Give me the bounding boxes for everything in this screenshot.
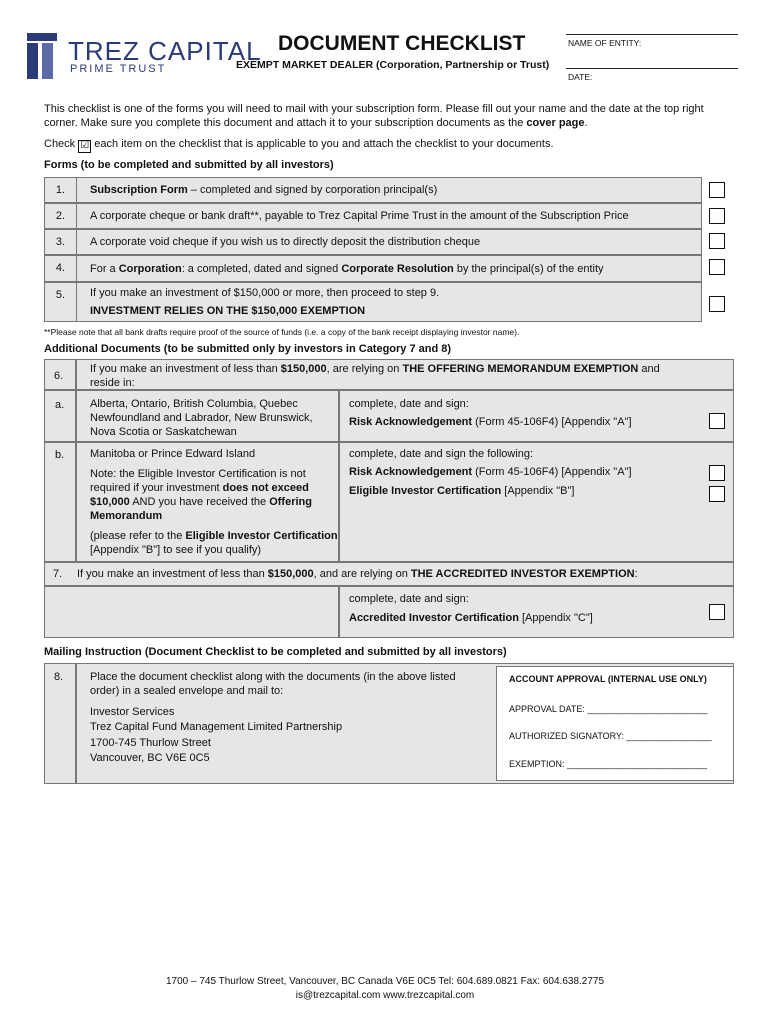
row-7-cell: 7. If you make an investment of less than $150,000, and are relying on THE ACCREDITED INVESTOR EXEMPTION: bbox=[44, 562, 734, 586]
bank-draft-note: **Please note that all bank drafts require proof of the source of funds (i.e. a copy of the bank receipt displaying investor name). bbox=[44, 327, 520, 337]
checkbox-item-3[interactable] bbox=[709, 233, 725, 249]
row-8-text-cell: Place the document checklist along with the documents (in the above listed order) in a sealed envelope and mail to: Investor Services Trez Capital Fund Management Limited Partnership 1700-745 Thurlow Street Vancouver, BC V6E 0C5 bbox=[76, 663, 734, 784]
additional-heading: Additional Documents (to be submitted only by investors in Category 7 and 8) bbox=[44, 343, 452, 355]
check-instruction: Check ☑ each item on the checklist that is applicable to you and attach the checklist to your documents. bbox=[44, 138, 554, 151]
date-label: DATE: bbox=[568, 72, 593, 82]
row-b-province-cell: Manitoba or Prince Edward Island Note: the Eligible Investor Certification is not required if your investment does not exceed $10,000 AND you have received the Offering Memorandum (please refer to the Eligible Investor Certification [Appendix "B"] to see if you qualify) bbox=[76, 442, 339, 562]
checkbox-icon: ☑ bbox=[78, 140, 91, 153]
row-a-province-cell: Alberta, Ontario, British Columbia, Quebec Newfoundland and Labrador, New Brunswick, Nova Scotia or Saskatchewan bbox=[76, 390, 339, 442]
intro-paragraph: This checklist is one of the forms you will need to mail with your subscription form. Please fill out your name and the date at the top right corner. Make sure you complete this document and attach it to your subscription documents as the cover page. bbox=[44, 103, 704, 129]
checkbox-item-7[interactable] bbox=[709, 604, 725, 620]
checklist-row-5: 5. If you make an investment of $150,000 or more, then proceed to step 9. INVESTMENT RELIES ON THE $150,000 EXEMPTION bbox=[44, 282, 702, 322]
checklist-row-1: 1. Subscription Form – completed and signed by corporation principal(s) bbox=[44, 177, 702, 203]
forms-heading: Forms (to be completed and submitted by all investors) bbox=[44, 159, 334, 171]
row-7-action-cell: complete, date and sign: Accredited Investor Certification [Appendix "C"] bbox=[339, 586, 734, 638]
logo-name: TREZ CAPITAL bbox=[68, 36, 262, 66]
logo-mark bbox=[27, 33, 57, 79]
date-line[interactable] bbox=[566, 68, 738, 69]
row-6-text-cell: If you make an investment of less than $150,000, are relying on THE OFFERING MEMORANDUM EXEMPTION and reside in: bbox=[76, 359, 734, 390]
row-6-num-cell: 6. bbox=[44, 359, 76, 390]
row-b-action-cell: complete, date and sign the following: Risk Acknowledgement (Form 45-106F4) [Appendix "A"] Eligible Investor Certification [Appendix "B"] bbox=[339, 442, 734, 562]
row-7-empty-cell bbox=[44, 586, 339, 638]
row-a-action-cell: complete, date and sign: Risk Acknowledgement (Form 45-106F4) [Appendix "A"] bbox=[339, 390, 734, 442]
page-title: DOCUMENT CHECKLIST bbox=[278, 32, 526, 55]
row-a-letter-cell: a. bbox=[44, 390, 76, 442]
footer-contact: is@trezcapital.com www.trezcapital.com bbox=[295, 990, 475, 1001]
page-subtitle: EXEMPT MARKET DEALER (Corporation, Partnership or Trust) bbox=[236, 59, 550, 71]
checkbox-item-2[interactable] bbox=[709, 208, 725, 224]
logo-sub: PRIME TRUST bbox=[70, 63, 167, 75]
row-8-num-cell: 8. bbox=[44, 663, 76, 784]
checkbox-item-5[interactable] bbox=[709, 296, 725, 312]
checkbox-item-a[interactable] bbox=[709, 413, 725, 429]
checkbox-item-1[interactable] bbox=[709, 182, 725, 198]
account-approval-box bbox=[496, 666, 734, 781]
exemption-field[interactable]: EXEMPTION: ____________________________ bbox=[509, 759, 708, 769]
approval-title: ACCOUNT APPROVAL (INTERNAL USE ONLY) bbox=[509, 674, 707, 684]
name-of-entity-line[interactable] bbox=[566, 34, 738, 35]
row-b-letter-cell: b. bbox=[44, 442, 76, 562]
approval-date-field[interactable]: APPROVAL DATE: ________________________ bbox=[509, 704, 708, 714]
checklist-row-3: 3. A corporate void cheque if you wish us to directly deposit the distribution cheque bbox=[44, 229, 702, 255]
authorized-signatory-field[interactable]: AUTHORIZED SIGNATORY: _________________ bbox=[509, 731, 712, 741]
checklist-row-4: 4. For a Corporation: a completed, dated and signed Corporate Resolution by the principal(s) of the entity bbox=[44, 255, 702, 282]
checkbox-item-4[interactable] bbox=[709, 259, 725, 275]
checklist-row-2: 2. A corporate cheque or bank draft**, payable to Trez Capital Prime Trust in the amount of the Subscription Price bbox=[44, 203, 702, 229]
checkbox-item-b-risk[interactable] bbox=[709, 465, 725, 481]
name-of-entity-label: NAME OF ENTITY: bbox=[568, 38, 642, 48]
checkbox-item-b-eligible[interactable] bbox=[709, 486, 725, 502]
mailing-heading: Mailing Instruction (Document Checklist to be completed and submitted by all investors) bbox=[44, 646, 507, 658]
footer-address: 1700 – 745 Thurlow Street, Vancouver, BC Canada V6E 0C5 Tel: 604.689.0821 Fax: 604.638.2775 bbox=[165, 976, 605, 987]
